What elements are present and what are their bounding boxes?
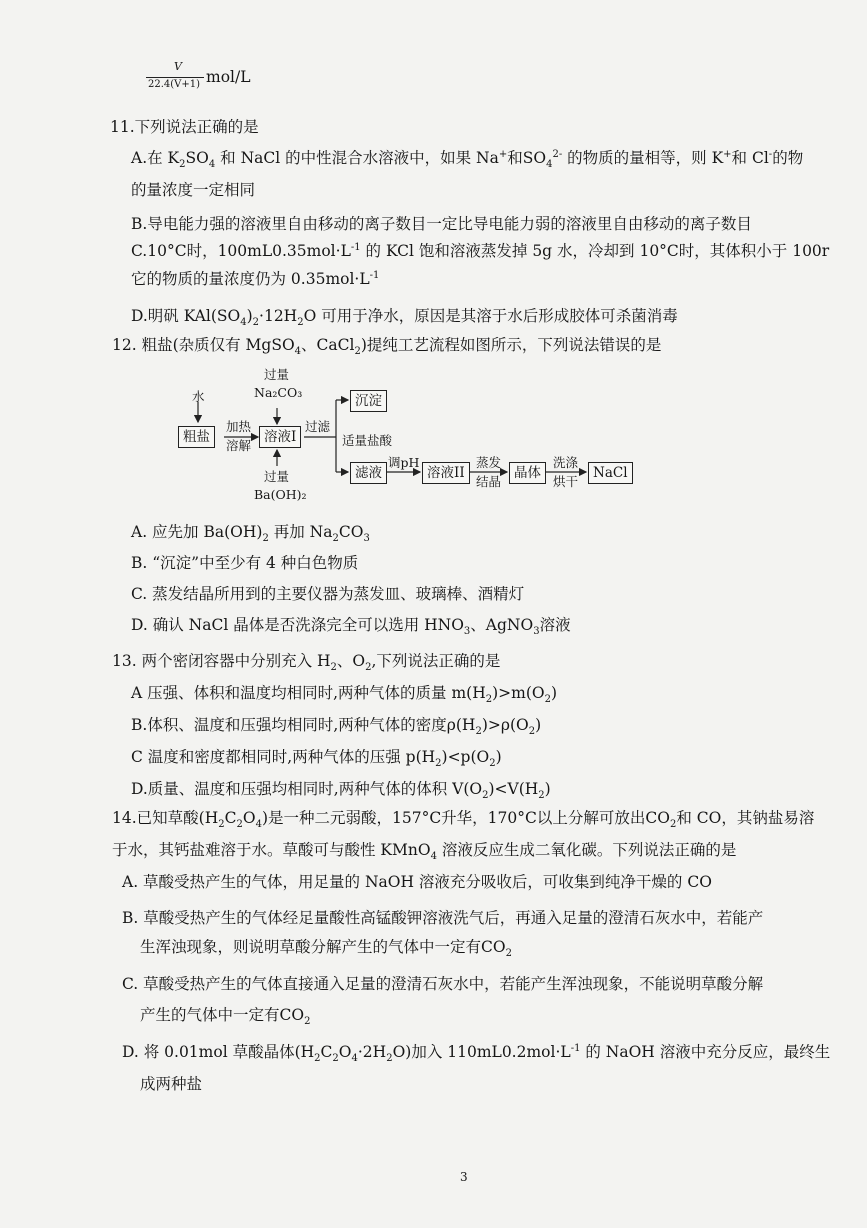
label-dry: 烘干 bbox=[553, 474, 579, 489]
q14-option-d-line2: 成两种盐 bbox=[140, 1075, 203, 1093]
q11-option-c-line1: C.10°C时，$100mL0.35mol\cdot L^{-1}$ 的 KCl 饱和溶液蒸发掉 5g 水，冷却到 10°C时，其体积小于 100r bbox=[131, 241, 830, 260]
label-heat: 加热 bbox=[226, 419, 252, 434]
fraction-denominator: 22.4(V+1) bbox=[148, 79, 201, 90]
q13-option-c: C 温度和密度都相同时,两种气体的压强 $p(H_2)<p(O_2)$ bbox=[131, 748, 502, 770]
fraction-expression bbox=[140, 60, 260, 96]
q11-option-d: D.明矾 $KAl(SO_4)_2\cdot 12H_2O$ 可用于净水，原因是其溶于水后形成胶体可杀菌消毒 bbox=[131, 307, 678, 329]
label-dissolve: 溶解 bbox=[226, 438, 252, 453]
q12-option-d: D. 确认 NaCl 晶体是否洗涤完全可以选用 $HNO_3$、AgNO$_3$溶液 bbox=[131, 616, 571, 638]
box-filtrate: 滤液 bbox=[350, 462, 387, 484]
label-adjust-ph: 调pH bbox=[388, 455, 420, 470]
label-hcl: 适量盐酸 bbox=[342, 433, 393, 448]
q14-option-b-line2: 生浑浊现象，则说明草酸分解产生的气体中一定有$CO_2$ bbox=[140, 938, 512, 960]
page-number: 3 bbox=[460, 1170, 468, 1184]
label-excess-top: 过量 bbox=[264, 367, 290, 382]
box-crystal: 晶体 bbox=[509, 462, 546, 484]
label-evaporate: 蒸发 bbox=[476, 455, 502, 470]
q11-option-a-line2: 的量浓度一定相同 bbox=[131, 181, 256, 199]
label-na2co3: Na₂CO₃ bbox=[254, 385, 303, 400]
label-wash: 洗涤 bbox=[553, 455, 579, 470]
q13-option-d: D.质量、温度和压强均相同时,两种气体的体积 $V(O_2)<V(H_2)$ bbox=[131, 780, 551, 802]
q14-stem-line2: 于水，其钙盐难溶于水。草酸可与酸性 KMnO$_4$ 溶液反应生成二氧化碳。下列说法正确的是 bbox=[112, 841, 737, 863]
q14-option-c-line2: 产生的气体中一定有$CO_2$ bbox=[140, 1006, 311, 1028]
q11-option-b: B.导电能力强的溶液里自由移动的离子数目一定比导电能力弱的溶液里自由移动的离子数目 bbox=[131, 215, 752, 233]
label-water: 水 bbox=[192, 389, 205, 404]
q12-option-b: B. “沉淀”中至少有 4 种白色物质 bbox=[131, 554, 359, 572]
q11-stem: 11.下列说法正确的是 bbox=[110, 118, 259, 136]
box-nacl: NaCl bbox=[588, 462, 633, 484]
q13-option-b: B.体积、温度和压强均相同时,两种气体的密度$\rho(H_2)>\rho(O_2)$ bbox=[131, 716, 542, 738]
label-filter: 过滤 bbox=[305, 419, 331, 434]
q14-option-c-line1: C. 草酸受热产生的气体直接通入足量的澄清石灰水中，若能产生浑浊现象，不能说明草酸分解 bbox=[122, 975, 764, 993]
q11-option-a-line1: A.在 $K_2SO_4$ 和 NaCl 的中性混合水溶液中，如果 Na+和$SO_4^{2-}$ 的物质的量相等，则 K+和 Cl-的物 bbox=[131, 148, 804, 171]
q13-stem: 13. 两个密闭容器中分别充入 $H_2$、$O_2$,下列说法正确的是 bbox=[112, 652, 501, 674]
label-excess-bottom: 过量 bbox=[264, 469, 290, 484]
fraction-unit: mol/L bbox=[206, 68, 251, 86]
fraction-numerator: V bbox=[174, 60, 182, 73]
flow-diagram bbox=[170, 360, 650, 510]
q11-option-c-line2: 它的物质的量浓度仍为 $0.35mol\cdot L^{-1}$ bbox=[131, 269, 380, 288]
q14-option-a: A. 草酸受热产生的气体，用足量的 NaOH 溶液充分吸收后，可收集到纯净干燥的 CO bbox=[122, 873, 712, 891]
q12-stem: 12. 粗盐(杂质仅有 MgSO$_4$、CaCl$_2$)提纯工艺流程如图所示，下列说法错误的是 bbox=[112, 336, 662, 358]
label-crystallize: 结晶 bbox=[476, 474, 502, 489]
box-precipitate: 沉淀 bbox=[350, 390, 387, 412]
fraction-bar bbox=[146, 77, 204, 78]
q12-option-a: A. 应先加 $Ba(OH)_2$ 再加 $Na_2CO_3$ bbox=[131, 523, 370, 545]
box-solution-1: 溶液I bbox=[259, 426, 301, 448]
q13-option-a: A 压强、体积和温度均相同时,两种气体的质量 $m(H_2)>m(O_2)$ bbox=[131, 684, 558, 706]
q14-option-d-line1: D. 将 0.01mol 草酸晶体$(H_2C_2O_4\cdot 2H_2O)$加入 $110mL0.2mol\cdot L^{-1}$ 的 NaOH 溶液中充分反应，最终生 bbox=[122, 1042, 831, 1065]
box-solution-2: 溶液II bbox=[422, 462, 470, 484]
box-crude-salt: 粗盐 bbox=[178, 426, 215, 448]
q14-option-b-line1: B. 草酸受热产生的气体经足量酸性高锰酸钾溶液洗气后，再通入足量的澄清石灰水中，若能产 bbox=[122, 909, 764, 927]
q14-stem-line1: 14.已知草酸$(H_2C_2O_4)$是一种二元弱酸，157°C升华，170°C以上分解可放出$CO_2$和 CO，其钠盐易溶 bbox=[112, 809, 815, 831]
q12-option-c: C. 蒸发结晶所用到的主要仪器为蒸发皿、玻璃棒、酒精灯 bbox=[131, 585, 525, 603]
label-baoh2: Ba(OH)₂ bbox=[254, 487, 307, 502]
